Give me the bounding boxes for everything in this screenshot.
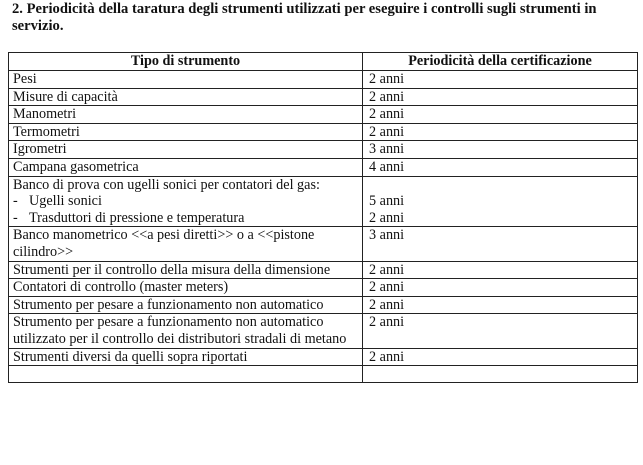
dash-bullet: - xyxy=(13,193,18,210)
table-row xyxy=(9,279,638,297)
cell-periodo: 2 anni xyxy=(363,279,638,297)
cell-tipo: Manometri xyxy=(9,106,363,124)
cell-empty xyxy=(363,366,638,383)
cell-tipo: Strumenti diversi da quelli sopra riportati xyxy=(9,348,363,366)
cell-empty xyxy=(9,366,363,383)
section-heading: 2. Periodicità della taratura degli strumenti utilizzati per eseguire i controlli sugli strumenti in servizio. xyxy=(12,1,597,34)
cell-tipo: Banco manometrico <<a pesi diretti>> o a <<pistone cilindro>> xyxy=(9,227,363,261)
cell-tipo: Igrometri xyxy=(9,141,363,159)
table-row xyxy=(9,158,638,176)
header-periodicita: Periodicità della certificazione xyxy=(363,53,638,71)
cell-periodo: 3 anni xyxy=(363,141,638,159)
cell-tipo: Pesi xyxy=(9,71,363,89)
table-row xyxy=(9,88,638,106)
cell-tipo: Termometri xyxy=(9,123,363,141)
table-row xyxy=(9,314,638,348)
cell-periodo: 2 anni xyxy=(363,296,638,314)
cell-periodo: 2 anni xyxy=(363,88,638,106)
table-row xyxy=(9,261,638,279)
sub-item-periodo: 5 anni xyxy=(369,193,405,210)
table-row-empty xyxy=(9,366,638,383)
table-row xyxy=(9,348,638,366)
cell-periodo xyxy=(363,176,638,227)
table-header-row xyxy=(9,53,638,71)
cell-tipo: Strumento per pesare a funzionamento non automatico xyxy=(9,296,363,314)
calibration-table xyxy=(8,52,638,383)
cell-periodo: 2 anni xyxy=(363,348,638,366)
table-row xyxy=(9,71,638,89)
sub-item-label: Ugelli sonici xyxy=(29,193,102,210)
sub-item-periodo: 2 anni xyxy=(369,209,405,226)
cell-periodo: 2 anni xyxy=(363,123,638,141)
cell-periodo: 2 anni xyxy=(363,71,638,89)
sub-item xyxy=(13,210,362,227)
cell-periodo: 3 anni xyxy=(363,227,638,261)
cell-periodo: 2 anni xyxy=(363,314,638,348)
table-row xyxy=(9,123,638,141)
cell-tipo xyxy=(9,176,363,227)
banco-prova-label: Banco di prova con ugelli sonici per contatori del gas: xyxy=(13,176,320,193)
cell-tipo: Strumento per pesare a funzionamento non automatico utilizzato per il controllo dei distributori stradali di metano xyxy=(9,314,363,348)
table-row xyxy=(9,141,638,159)
cell-tipo: Misure di capacità xyxy=(9,88,363,106)
cell-tipo: Strumenti per il controllo della misura della dimensione xyxy=(9,261,363,279)
cell-tipo: Campana gasometrica xyxy=(9,158,363,176)
cell-periodo: 2 anni xyxy=(363,261,638,279)
table-row xyxy=(9,227,638,261)
table-row xyxy=(9,106,638,124)
cell-periodo: 2 anni xyxy=(363,106,638,124)
sub-item-label: Trasduttori di pressione e temperatura xyxy=(29,209,245,226)
cell-periodo: 4 anni xyxy=(363,158,638,176)
sub-item xyxy=(13,193,362,210)
table-row xyxy=(9,176,638,227)
cell-tipo: Contatori di controllo (master meters) xyxy=(9,279,363,297)
dash-bullet: - xyxy=(13,209,18,226)
header-tipo: Tipo di strumento xyxy=(9,53,363,71)
table-row xyxy=(9,296,638,314)
